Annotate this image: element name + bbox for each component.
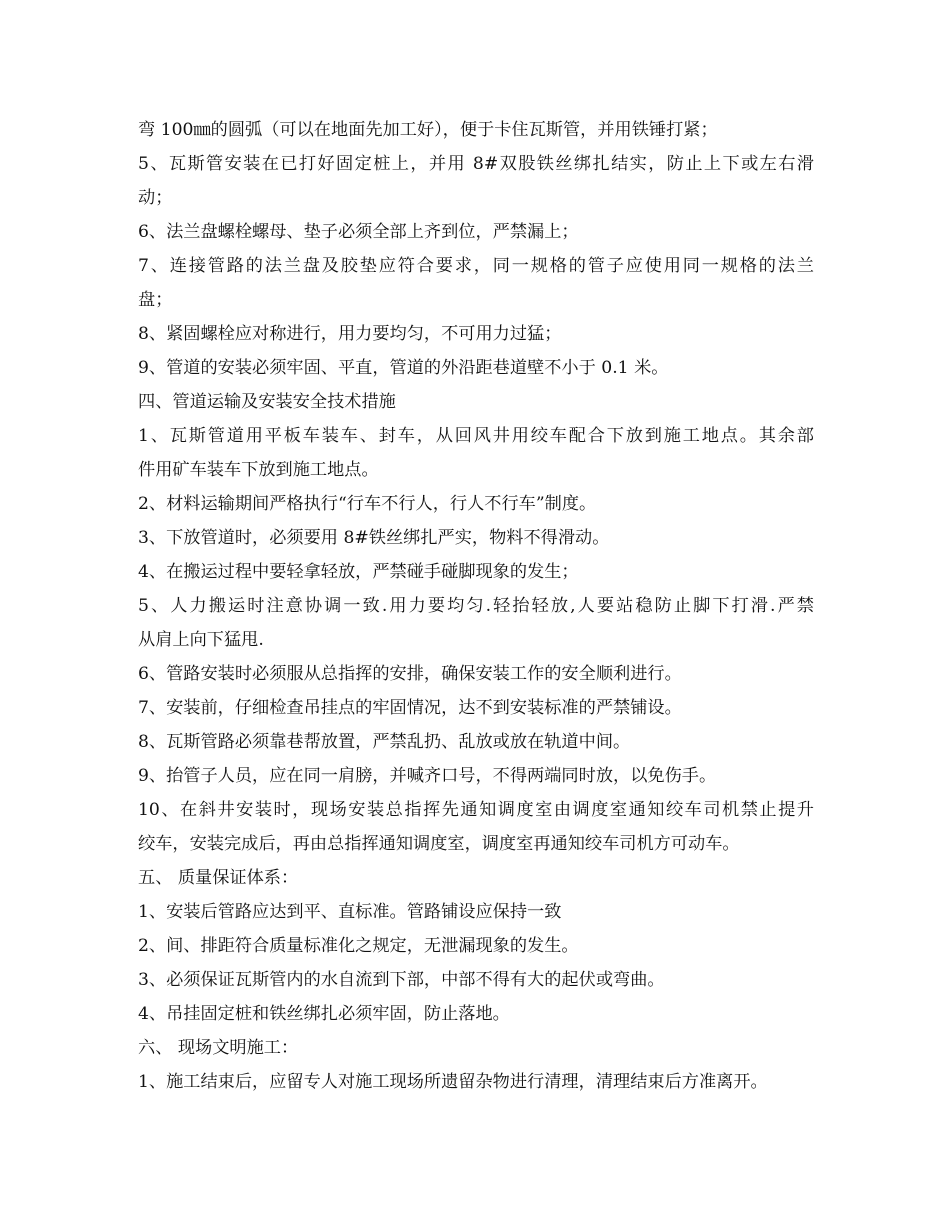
document-line: 5、人力搬运时注意协调一致.用力要均匀.轻抬轻放,人要站稳防止脚下打滑.严禁 xyxy=(138,596,814,616)
document-line: 从肩上向下猛甩. xyxy=(138,630,264,650)
document-line: 4、吊挂固定桩和铁丝绑扎必须牢固，防止落地。 xyxy=(138,1004,510,1024)
document-line: 五、 质量保证体系： xyxy=(138,868,299,888)
document-line: 9、管道的安装必须牢固、平直，管道的外沿距巷道壁不小于 0.1 米。 xyxy=(138,358,669,378)
document-line: 5、瓦斯管安装在已打好固定桩上，并用 8#双股铁丝绑扎结实，防止上下或左右滑 xyxy=(138,154,814,174)
document-line: 9、抬管子人员，应在同一肩膀，并喊齐口号，不得两端同时放，以免伤手。 xyxy=(138,766,717,786)
document-line: 7、连接管路的法兰盘及胶垫应符合要求，同一规格的管子应使用同一规格的法兰 xyxy=(138,256,814,276)
document-line: 六、 现场文明施工： xyxy=(138,1038,299,1058)
document-line: 8、瓦斯管路必须靠巷帮放置，严禁乱扔、乱放或放在轨道中间。 xyxy=(138,732,631,752)
document-body xyxy=(138,113,814,1099)
document-line: 2、材料运输期间严格执行“行车不行人，行人不行车”制度。 xyxy=(138,494,597,514)
document-line: 盘； xyxy=(138,290,173,310)
document-line: 2、间、排距符合质量标准化之规定，无泄漏现象的发生。 xyxy=(138,936,579,956)
document-line: 1、瓦斯管道用平板车装车、封车，从回风井用绞车配合下放到施工地点。其余部 xyxy=(138,426,814,446)
document-line: 6、管路安装时必须服从总指挥的安排，确保安装工作的安全顺利进行。 xyxy=(138,664,682,684)
document-line: 四、管道运输及安装安全技术措施 xyxy=(138,392,396,412)
document-line: 动； xyxy=(138,188,173,208)
document-line: 1、施工结束后，应留专人对施工现场所遗留杂物进行清理，清理结束后方准离开。 xyxy=(138,1072,768,1092)
document-line: 1、安装后管路应达到平、直标准。管路铺设应保持一致 xyxy=(138,902,562,922)
document-line: 弯 100㎜的圆弧（可以在地面先加工好），便于卡住瓦斯管，并用铁锤打紧； xyxy=(138,120,718,140)
document-line: 8、紧固螺栓应对称进行，用力要均匀，不可用力过猛； xyxy=(138,324,562,344)
document-line: 件用矿车装车下放到施工地点。 xyxy=(138,460,379,480)
document-line: 3、下放管道时，必须要用 8#铁丝绑扎严实，物料不得滑动。 xyxy=(138,528,610,548)
document-line: 6、法兰盘螺栓螺母、垫子必须全部上齐到位，严禁漏上； xyxy=(138,222,579,242)
document-line: 10、在斜井安装时，现场安装总指挥先通知调度室由调度室通知绞车司机禁止提升 xyxy=(138,800,814,820)
document-line: 4、在搬运过程中要轻拿轻放，严禁碰手碰脚现象的发生； xyxy=(138,562,579,582)
document-line: 3、必须保证瓦斯管内的水自流到下部，中部不得有大的起伏或弯曲。 xyxy=(138,970,665,990)
document-line: 绞车，安装完成后，再由总指挥通知调度室，调度室再通知绞车司机方可动车。 xyxy=(138,834,740,854)
document-line: 7、安装前，仔细检查吊挂点的牢固情况，达不到安装标准的严禁铺设。 xyxy=(138,698,682,718)
